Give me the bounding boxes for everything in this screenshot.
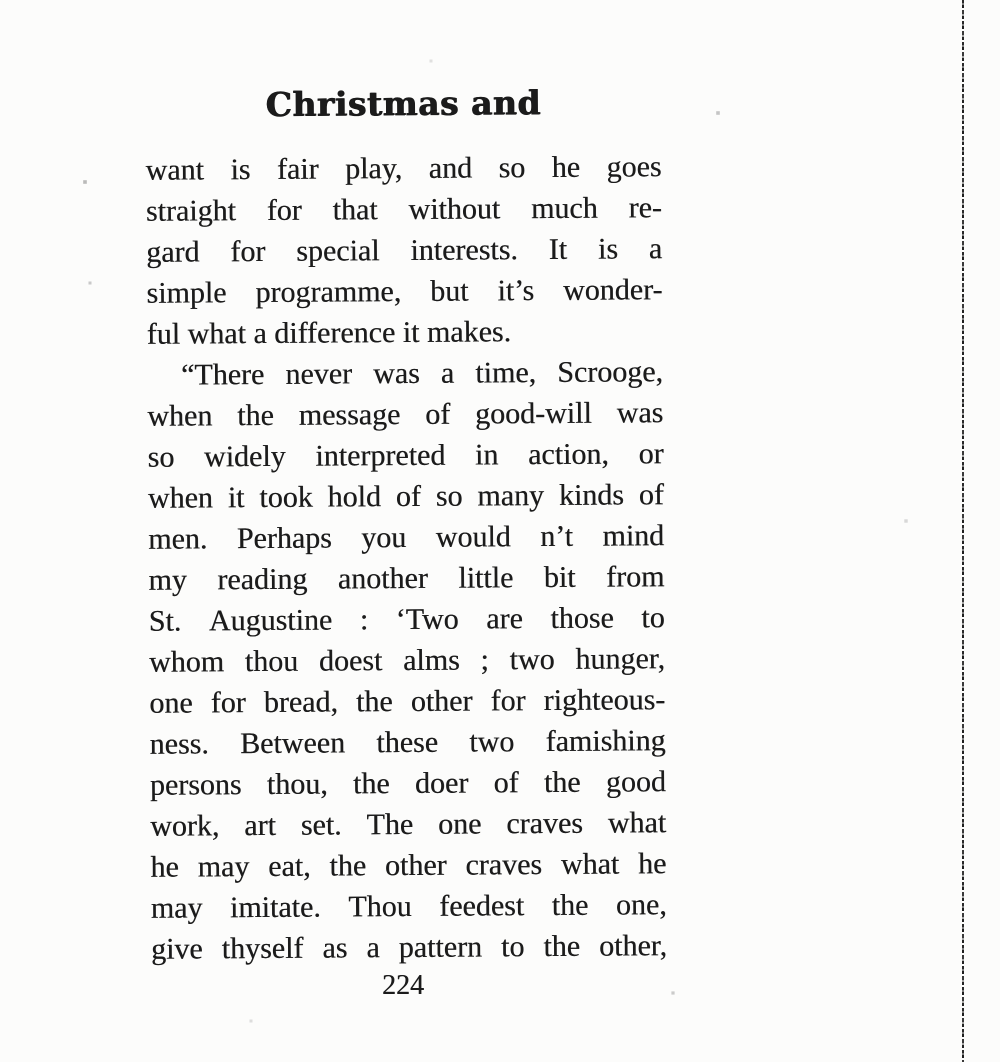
running-header: Christmas and bbox=[265, 83, 541, 124]
body-line: gard for special interests. It is a bbox=[146, 232, 663, 269]
body-line: whom thou doest alms ; two hunger, bbox=[148, 642, 666, 679]
body-line: ful what a difference it makes. bbox=[146, 315, 512, 351]
body-line: when it took hold of so many kinds of bbox=[147, 478, 664, 515]
body-line: when the message of good-will was bbox=[147, 396, 664, 433]
text-column bbox=[145, 82, 667, 970]
body-line: my reading another little bit from bbox=[148, 560, 665, 597]
body-line: persons thou, the doer of the good bbox=[149, 765, 666, 802]
body-line: ness. Between these two famishing bbox=[149, 724, 666, 761]
body-line: simple programme, but it’s wonder- bbox=[146, 273, 663, 310]
body-text bbox=[145, 146, 667, 970]
body-line: want is fair play, and so he goes bbox=[145, 150, 662, 187]
body-line: so widely interpreted in action, or bbox=[147, 437, 664, 474]
scan-specks bbox=[0, 0, 2, 2]
body-line: give thyself as a pattern to the other, bbox=[150, 929, 668, 966]
page-number: 224 bbox=[382, 970, 424, 1001]
body-line: may imitate. Thou feedest the one, bbox=[150, 888, 667, 925]
body-line: straight for that without much re- bbox=[145, 191, 662, 228]
body-line: he may eat, the other craves what he bbox=[150, 847, 667, 884]
scan-edge-line bbox=[962, 0, 964, 1062]
body-line: “There never was a time, Scrooge, bbox=[180, 355, 664, 392]
body-line: work, art set. The one craves what bbox=[150, 806, 667, 843]
body-line: men. Perhaps you would n’t mind bbox=[148, 519, 665, 556]
body-line: St. Augustine : ‘Two are those to bbox=[148, 601, 665, 638]
body-line: one for bread, the other for righteous- bbox=[149, 683, 666, 720]
